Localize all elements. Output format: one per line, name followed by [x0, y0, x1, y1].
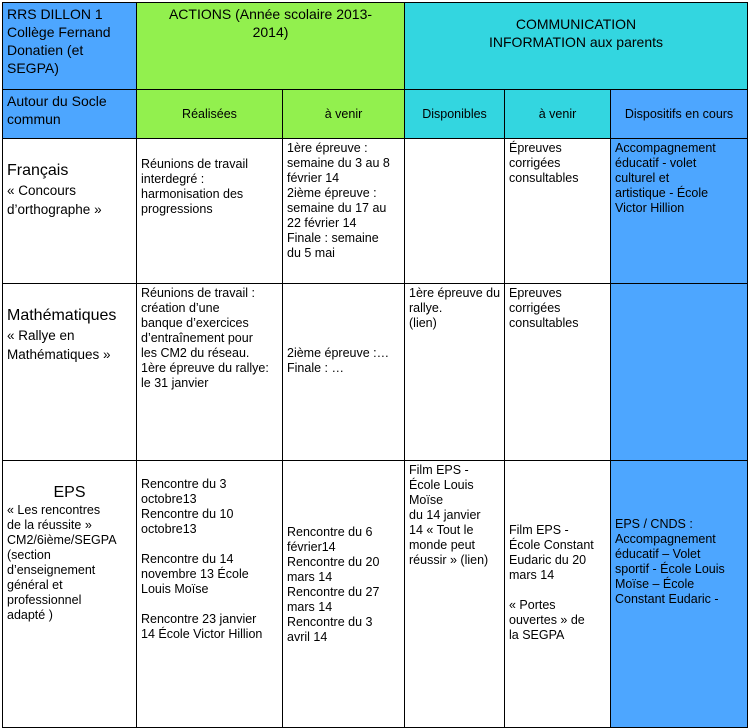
a-venir-cell: [283, 461, 405, 728]
dispositifs-cell: [611, 139, 748, 284]
a-venir-communication-header: à venir: [505, 90, 611, 139]
comm-a-venir-cell: [505, 461, 611, 728]
cell-line: mars 14: [287, 600, 333, 614]
cell-line: École Constant: [509, 538, 594, 552]
action-plan-table: [2, 2, 748, 728]
cell-line: mars 14: [509, 568, 555, 582]
subject-title: Français: [7, 162, 69, 179]
realisees-cell: [137, 139, 283, 284]
cell-line: corrigées: [509, 156, 561, 170]
cell-line: octobre13: [141, 522, 197, 536]
cell-line: 2ième épreuve :: [287, 186, 377, 200]
school-header-cell: [3, 3, 137, 90]
cell-line: Moïse – École: [615, 577, 695, 591]
cell-line: Moïse: [409, 493, 444, 507]
cell-line: Rencontre du 6: [287, 525, 373, 539]
school-header-line: RRS DILLON 1: [7, 6, 103, 22]
communication-header-cell: [405, 3, 748, 90]
cell-line: novembre 13 École: [141, 567, 249, 581]
subject-title: Mathématiques: [7, 307, 117, 324]
a-venir-cell: [283, 284, 405, 461]
cell-line: d’entraînement pour: [141, 331, 253, 345]
cell-line: culturel et: [615, 171, 670, 185]
actions-header-cell: [137, 3, 405, 90]
cell-line: Rencontre du 14: [141, 552, 234, 566]
subject-cell-francais: [3, 139, 137, 284]
cell-gap: [141, 537, 278, 552]
cell-line: sportif - École Louis: [615, 562, 725, 576]
cell-line: 1ère épreuve du: [409, 286, 501, 300]
a-venir-cell: [283, 139, 405, 284]
cell-line: « Portes: [509, 598, 556, 612]
cell-line: Louis Moïse: [141, 582, 209, 596]
disponibles-cell: [405, 461, 505, 728]
actions-header-line: ACTIONS (Année scolaire 2013-: [168, 6, 373, 22]
school-header-line: SEGPA): [7, 60, 59, 76]
comm-a-venir-cell: [505, 139, 611, 284]
cell-line: le 31 janvier: [141, 376, 209, 390]
communication-header-line: COMMUNICATION: [515, 16, 637, 32]
cell-line: (lien): [409, 316, 437, 330]
disponibles-header: Disponibles: [405, 90, 505, 139]
cell-line: février 14: [287, 171, 340, 185]
subject-subtitle: « Les rencontres: [7, 503, 101, 517]
cell-line: éducatif – Volet: [615, 547, 701, 561]
cell-line: Accompagnement: [615, 532, 716, 546]
subject-subtitle: général et: [7, 578, 63, 592]
cell-line: corrigées: [509, 301, 561, 315]
cell-line: Rencontre du 20: [287, 555, 380, 569]
cell-line: éducatif - volet: [615, 156, 697, 170]
cell-line: banque d’exercices: [141, 316, 249, 330]
cell-line: interdegré :: [141, 172, 205, 186]
cell-gap: [509, 583, 606, 598]
cell-line: Rencontre 23 janvier: [141, 612, 257, 626]
cell-line: 1ère épreuve :: [287, 141, 368, 155]
cell-line: semaine du 17 au: [287, 201, 387, 215]
a-venir-actions-header: à venir: [283, 90, 405, 139]
subject-subtitle: de la réussite »: [7, 518, 92, 532]
actions-header-line: 2014): [252, 24, 289, 40]
cell-line: École Louis: [409, 478, 474, 492]
communication-header-line: INFORMATION aux parents: [489, 34, 664, 50]
school-header-line: Donatien (et: [7, 42, 84, 58]
cell-line: 2ième épreuve :…: [287, 346, 390, 360]
cell-line: mars 14: [287, 570, 333, 584]
subject-subtitle: d’orthographe »: [7, 202, 102, 217]
subject-subtitle: professionnel: [7, 593, 82, 607]
cell-line: ouvertes » de: [509, 613, 585, 627]
socle-header-cell: [3, 90, 137, 139]
cell-line: monde peut: [409, 538, 476, 552]
subject-subtitle: Mathématiques »: [7, 347, 111, 362]
subject-title: EPS: [53, 484, 86, 501]
subject-cell-eps: [3, 461, 137, 728]
cell-line: Finale : …: [287, 361, 344, 375]
subject-subtitle: « Rallye en: [7, 328, 75, 343]
cell-line: rallye.: [409, 301, 443, 315]
subject-subtitle: (section: [7, 548, 51, 562]
realisees-header: Réalisées: [137, 90, 283, 139]
cell-line: Epreuves: [509, 286, 562, 300]
cell-line: Réunions de travail: [141, 157, 249, 171]
cell-line: février14: [287, 540, 336, 554]
school-header-line: Collège Fernand: [7, 24, 111, 40]
cell-line: création d’une: [141, 301, 220, 315]
cell-line: 14 « Tout le: [409, 523, 474, 537]
socle-header-line: Autour du Socle: [7, 93, 107, 109]
cell-line: Film EPS -: [509, 523, 569, 537]
disponibles-cell: [405, 139, 505, 284]
cell-line: harmonisation des: [141, 187, 244, 201]
socle-header-line: commun: [7, 111, 61, 127]
cell-line: consultables: [509, 171, 579, 185]
subject-subtitle: « Concours: [7, 183, 77, 198]
cell-gap: [141, 597, 278, 612]
dispositifs-cell: [611, 284, 748, 461]
cell-line: Réunions de travail :: [141, 286, 255, 300]
cell-line: Victor Hillion: [615, 201, 685, 215]
cell-line: réussir » (lien): [409, 553, 489, 567]
comm-a-venir-cell: [505, 284, 611, 461]
subject-cell-mathematiques: [3, 284, 137, 461]
cell-line: du 14 janvier: [409, 508, 481, 522]
cell-line: la SEGPA: [509, 628, 565, 642]
realisees-cell: [137, 461, 283, 728]
cell-line: Rencontre du 27: [287, 585, 380, 599]
cell-line: du 5 mai: [287, 246, 335, 260]
realisees-cell: [137, 284, 283, 461]
cell-line: Rencontre du 3: [141, 477, 227, 491]
cell-line: Constant Eudaric -: [615, 592, 719, 606]
cell-line: avril 14: [287, 630, 328, 644]
cell-line: octobre13: [141, 492, 197, 506]
cell-line: 22 février 14: [287, 216, 357, 230]
subject-subtitle: adapté ): [7, 608, 53, 622]
cell-line: artistique - École: [615, 186, 709, 200]
cell-line: Film EPS -: [409, 463, 469, 477]
cell-line: Rencontre du 10: [141, 507, 234, 521]
cell-line: les CM2 du réseau.: [141, 346, 250, 360]
cell-line: Accompagnement: [615, 141, 716, 155]
cell-line: semaine du 3 au 8: [287, 156, 390, 170]
cell-line: 1ère épreuve du rallye:: [141, 361, 269, 375]
disponibles-cell: [405, 284, 505, 461]
subject-subtitle: CM2/6ième/SEGPA: [7, 533, 117, 547]
cell-line: Rencontre du 3: [287, 615, 373, 629]
cell-line: 14 École Victor Hillion: [141, 627, 263, 641]
dispositifs-header: Dispositifs en cours: [611, 90, 748, 139]
cell-line: progressions: [141, 202, 213, 216]
cell-line: consultables: [509, 316, 579, 330]
cell-line: Eudaric du 20: [509, 553, 587, 567]
cell-line: Finale : semaine: [287, 231, 379, 245]
cell-line: EPS / CNDS :: [615, 517, 693, 531]
dispositifs-cell: [611, 461, 748, 728]
subject-subtitle: d’enseignement: [7, 563, 96, 577]
cell-line: Épreuves: [509, 141, 562, 155]
